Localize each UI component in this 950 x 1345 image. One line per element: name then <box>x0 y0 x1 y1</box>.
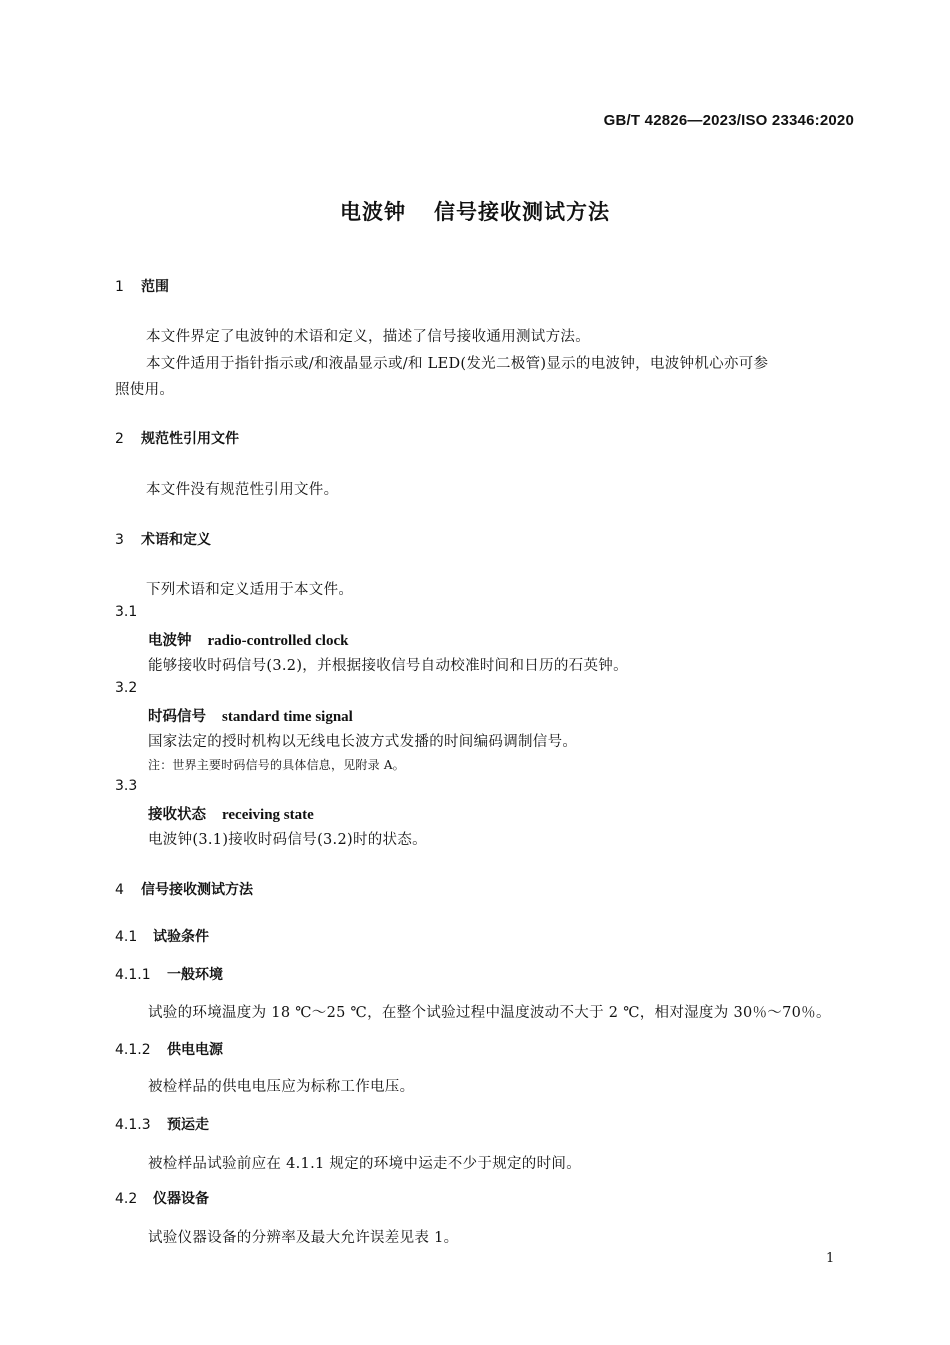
term-zh: 接收状态 <box>148 807 206 823</box>
section-number: 4.1.1 <box>115 967 151 983</box>
section-title: 一般环境 <box>167 967 223 983</box>
term-entry <box>148 629 348 650</box>
term-definition: 国家法定的授时机构以无线电长波方式发播的时间编码调制信号。 <box>148 734 578 750</box>
section-number: 3 <box>115 532 124 548</box>
section-number: 4.1.3 <box>115 1117 151 1133</box>
note: 注：世界主要时码信号的具体信息，见附录 A。 <box>148 758 405 772</box>
term-number: 3.1 <box>115 604 138 620</box>
paragraph: 本文件没有规范性引用文件。 <box>146 482 339 498</box>
section-number: 4.1.2 <box>115 1042 151 1058</box>
paragraph: 被检样品的供电电压应为标称工作电压。 <box>148 1079 415 1095</box>
term-en: standard time signal <box>222 709 353 725</box>
section-title: 范围 <box>141 279 169 295</box>
paragraph: 本文件界定了电波钟的术语和定义，描述了信号接收通用测试方法。 <box>146 329 590 345</box>
section-title: 仪器设备 <box>153 1191 209 1207</box>
section-4-heading <box>115 879 253 899</box>
section-title: 试验条件 <box>153 929 209 945</box>
term-entry <box>148 803 314 824</box>
section-title: 术语和定义 <box>141 532 211 548</box>
subsection-heading <box>115 1039 223 1059</box>
standard-number: GB/T 42826—2023/ISO 23346:2020 <box>603 112 854 129</box>
term-en: receiving state <box>222 807 314 823</box>
term-zh: 电波钟 <box>148 633 192 649</box>
section-title: 信号接收测试方法 <box>141 882 253 898</box>
term-entry <box>148 705 353 726</box>
term-number: 3.3 <box>115 778 138 794</box>
term-number: 3.2 <box>115 680 138 696</box>
section-2-heading <box>115 428 239 448</box>
subsection-heading <box>115 964 223 984</box>
section-3-heading <box>115 529 211 549</box>
section-number: 4 <box>115 882 124 898</box>
section-title: 供电电源 <box>167 1042 223 1058</box>
paragraph: 本文件适用于指针指示或/和液晶显示或/和 LED(发光二极管)显示的电波钟，电波钟机心亦可参 <box>146 356 769 372</box>
section-1-heading <box>115 276 169 296</box>
paragraph: 试验的环境温度为 18 ℃～25 ℃，在整个试验过程中温度波动不大于 2 ℃，相对湿度为 30％～70％。 <box>148 1005 831 1021</box>
subsection-heading <box>115 926 209 946</box>
term-definition: 能够接收时码信号(3.2)，并根据接收信号自动校准时间和日历的石英钟。 <box>148 658 628 674</box>
section-title: 规范性引用文件 <box>141 431 239 447</box>
title-part1: 电波钟 <box>340 200 406 224</box>
term-en: radio-controlled clock <box>207 633 349 649</box>
paragraph: 下列术语和定义适用于本文件。 <box>146 582 354 598</box>
paragraph-continuation: 照使用。 <box>115 382 175 398</box>
paragraph: 被检样品试验前应在 4.1.1 规定的环境中运走不少于规定的时间。 <box>148 1156 582 1172</box>
title-part2: 信号接收测试方法 <box>434 200 610 224</box>
section-title: 预运走 <box>167 1117 209 1133</box>
document-title <box>0 196 950 226</box>
term-zh: 时码信号 <box>148 709 206 725</box>
section-number: 1 <box>115 279 124 295</box>
paragraph: 试验仪器设备的分辨率及最大允许误差见表 1。 <box>148 1230 459 1246</box>
section-number: 4.1 <box>115 929 138 945</box>
section-number: 4.2 <box>115 1191 138 1207</box>
section-number: 2 <box>115 431 124 447</box>
subsection-heading <box>115 1188 209 1208</box>
subsection-heading <box>115 1114 209 1134</box>
page-number: 1 <box>826 1251 835 1266</box>
term-definition: 电波钟(3.1)接收时码信号(3.2)时的状态。 <box>148 832 427 848</box>
